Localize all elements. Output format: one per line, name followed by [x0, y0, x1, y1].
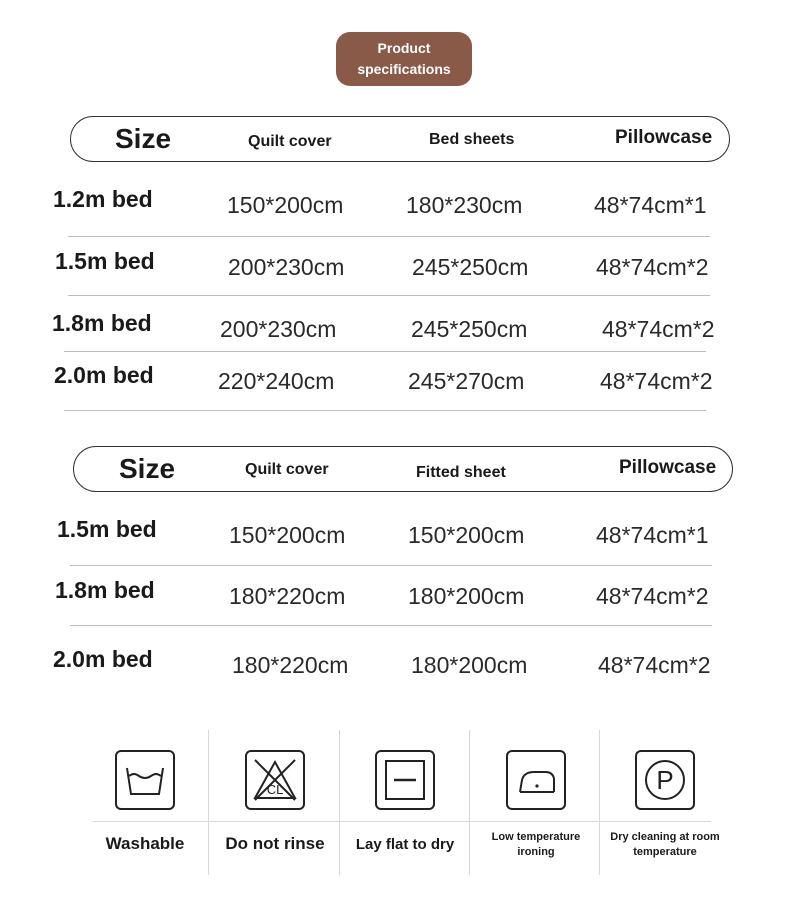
table1-header-size: Size [115, 123, 172, 154]
quilt-cover-size: 150*200cm [229, 522, 346, 548]
pillowcase-size: 48*74cm*2 [596, 583, 709, 609]
bed-size: 1.8m bed [52, 310, 152, 336]
table-row [0, 362, 790, 402]
bed-size: 1.2m bed [53, 186, 153, 212]
dry-clean-icon-text: P [656, 765, 674, 795]
quilt-cover-size: 180*220cm [229, 583, 346, 609]
no-bleach-icon [245, 750, 305, 810]
care-label: Washable [105, 834, 185, 853]
table-row [0, 516, 790, 556]
table1-header-bed-sheets: Bed sheets [429, 131, 515, 148]
quilt-cover-size: 150*200cm [227, 192, 344, 218]
table2-header [73, 446, 733, 492]
care-label [471, 830, 601, 860]
care-low-temperature-ironing [471, 730, 601, 875]
pillowcase-size: 48*74cm*1 [594, 192, 707, 218]
pillowcase-size: 48*74cm*1 [596, 522, 709, 548]
bed-sheet-size: 245*250cm [412, 254, 529, 280]
table-row [0, 186, 790, 226]
care-dry-cleaning [600, 730, 730, 875]
bed-size: 1.8m bed [55, 577, 155, 603]
bed-sheet-size: 180*230cm [406, 192, 523, 218]
bed-sheet-size: 245*250cm [411, 316, 528, 342]
quilt-cover-size: 200*230cm [220, 316, 337, 342]
quilt-cover-size: 200*230cm [228, 254, 345, 280]
badge-line-1: Product [377, 40, 431, 56]
care-label-line-1: Dry cleaning at room [610, 831, 720, 843]
table1-header [70, 116, 730, 162]
care-label [600, 830, 730, 860]
care-label-line-2: temperature [633, 846, 697, 858]
table2-header-size: Size [119, 453, 176, 484]
table-row [0, 577, 790, 617]
table1-header-pillowcase: Pillowcase [615, 127, 713, 148]
bed-size: 2.0m bed [54, 362, 154, 388]
table-row [0, 310, 790, 350]
row-divider [68, 236, 710, 237]
table2-header-fitted-sheet: Fitted sheet [416, 464, 506, 481]
care-label: Lay flat to dry [355, 836, 455, 853]
washable-icon [115, 750, 175, 810]
row-divider [64, 410, 706, 411]
fitted-sheet-size: 180*200cm [408, 583, 525, 609]
fitted-sheet-size: 180*200cm [411, 652, 528, 678]
no-bleach-icon-text: CL [266, 782, 284, 797]
quilt-cover-size: 180*220cm [232, 652, 349, 678]
row-divider [70, 625, 712, 626]
quilt-cover-size: 220*240cm [218, 368, 335, 394]
bed-sheet-size: 245*270cm [408, 368, 525, 394]
pillowcase-size: 48*74cm*2 [598, 652, 711, 678]
care-label: Do not rinse [225, 834, 325, 853]
low-iron-icon [506, 750, 566, 810]
pillowcase-size: 48*74cm*2 [600, 368, 713, 394]
care-label-line-2: ironing [517, 846, 555, 858]
dry-clean-icon [635, 750, 695, 810]
pillowcase-size: 48*74cm*2 [602, 316, 715, 342]
care-lay-flat [340, 730, 470, 875]
bed-size: 1.5m bed [55, 248, 155, 274]
row-divider [68, 295, 710, 296]
bed-size: 2.0m bed [53, 646, 153, 672]
care-label-line-1: Low temperature [491, 831, 581, 843]
fitted-sheet-size: 150*200cm [408, 522, 525, 548]
bed-size: 1.5m bed [57, 516, 157, 542]
table-row [0, 248, 790, 288]
table2-header-pillowcase: Pillowcase [619, 457, 717, 478]
badge-line-2: specifications [357, 61, 451, 77]
dry-flat-icon [375, 750, 435, 810]
row-divider [70, 565, 712, 566]
table1-header-quilt-cover: Quilt cover [248, 133, 332, 150]
pillowcase-size: 48*74cm*2 [596, 254, 709, 280]
table-row [0, 646, 790, 686]
row-divider [64, 351, 706, 352]
care-do-not-rinse [210, 730, 340, 875]
product-specifications-badge [336, 32, 472, 86]
care-washable [80, 730, 210, 875]
table2-header-quilt-cover: Quilt cover [245, 461, 329, 478]
